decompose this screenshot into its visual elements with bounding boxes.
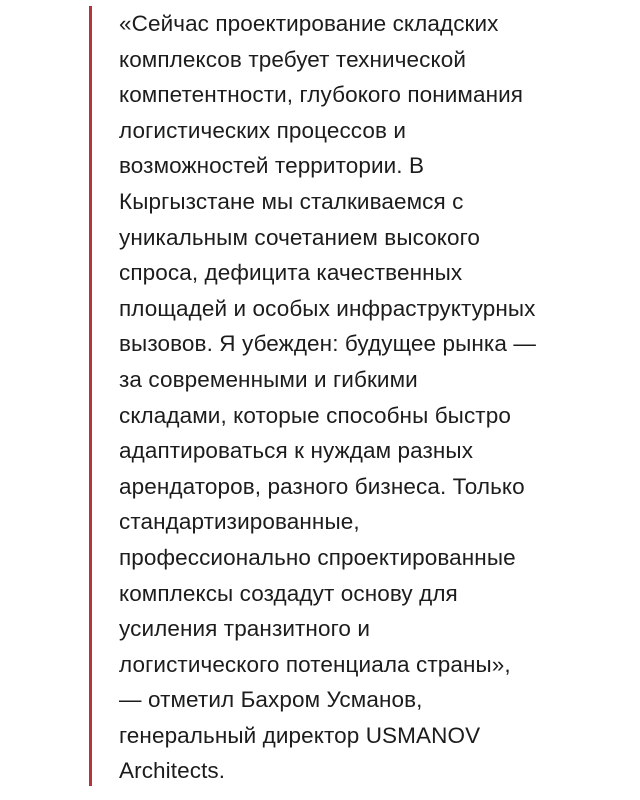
quote-line: адаптироваться к нуждам разных: [119, 438, 474, 464]
quote-line: площадей и особых инфраструктурных: [119, 295, 536, 321]
quote-line: — отметил Бахром Усманов,: [119, 687, 423, 713]
quote-line: складами, которые способны быстро: [119, 402, 511, 428]
quote-line: профессионально спроектированные: [119, 544, 516, 570]
quote-line: комплексы создадут основу для: [119, 580, 458, 606]
quote-line: генеральный директор USMANOV: [119, 722, 481, 748]
quote-line: за современными и гибкими: [119, 366, 418, 392]
quote-line: усиления транзитного и: [119, 616, 371, 642]
quote-line: Architects.: [119, 758, 226, 784]
quote-line: вызовов. Я убежден: будущее рынка —: [119, 331, 536, 357]
quote-line: «Сейчас проектирование складских: [119, 11, 499, 36]
quote-text: [119, 6, 569, 789]
quote-line: уникальным сочетанием высокого: [119, 224, 481, 250]
blockquote: [89, 6, 569, 786]
quote-line: возможностей территории. В: [119, 153, 425, 179]
quote-line: логистических процессов и: [119, 117, 407, 143]
quote-line: логистического потенциала страны»,: [119, 651, 511, 677]
quote-line: спроса, дефицита качественных: [119, 260, 463, 286]
quote-line: Кыргызстане мы сталкиваемся с: [119, 188, 464, 214]
quote-line: стандартизированные,: [119, 509, 360, 535]
quote-line: компетентности, глубокого понимания: [119, 82, 524, 108]
quote-line: комплексов требует технической: [119, 46, 466, 72]
quote-line: арендаторов, разного бизнеса. Только: [119, 473, 525, 499]
